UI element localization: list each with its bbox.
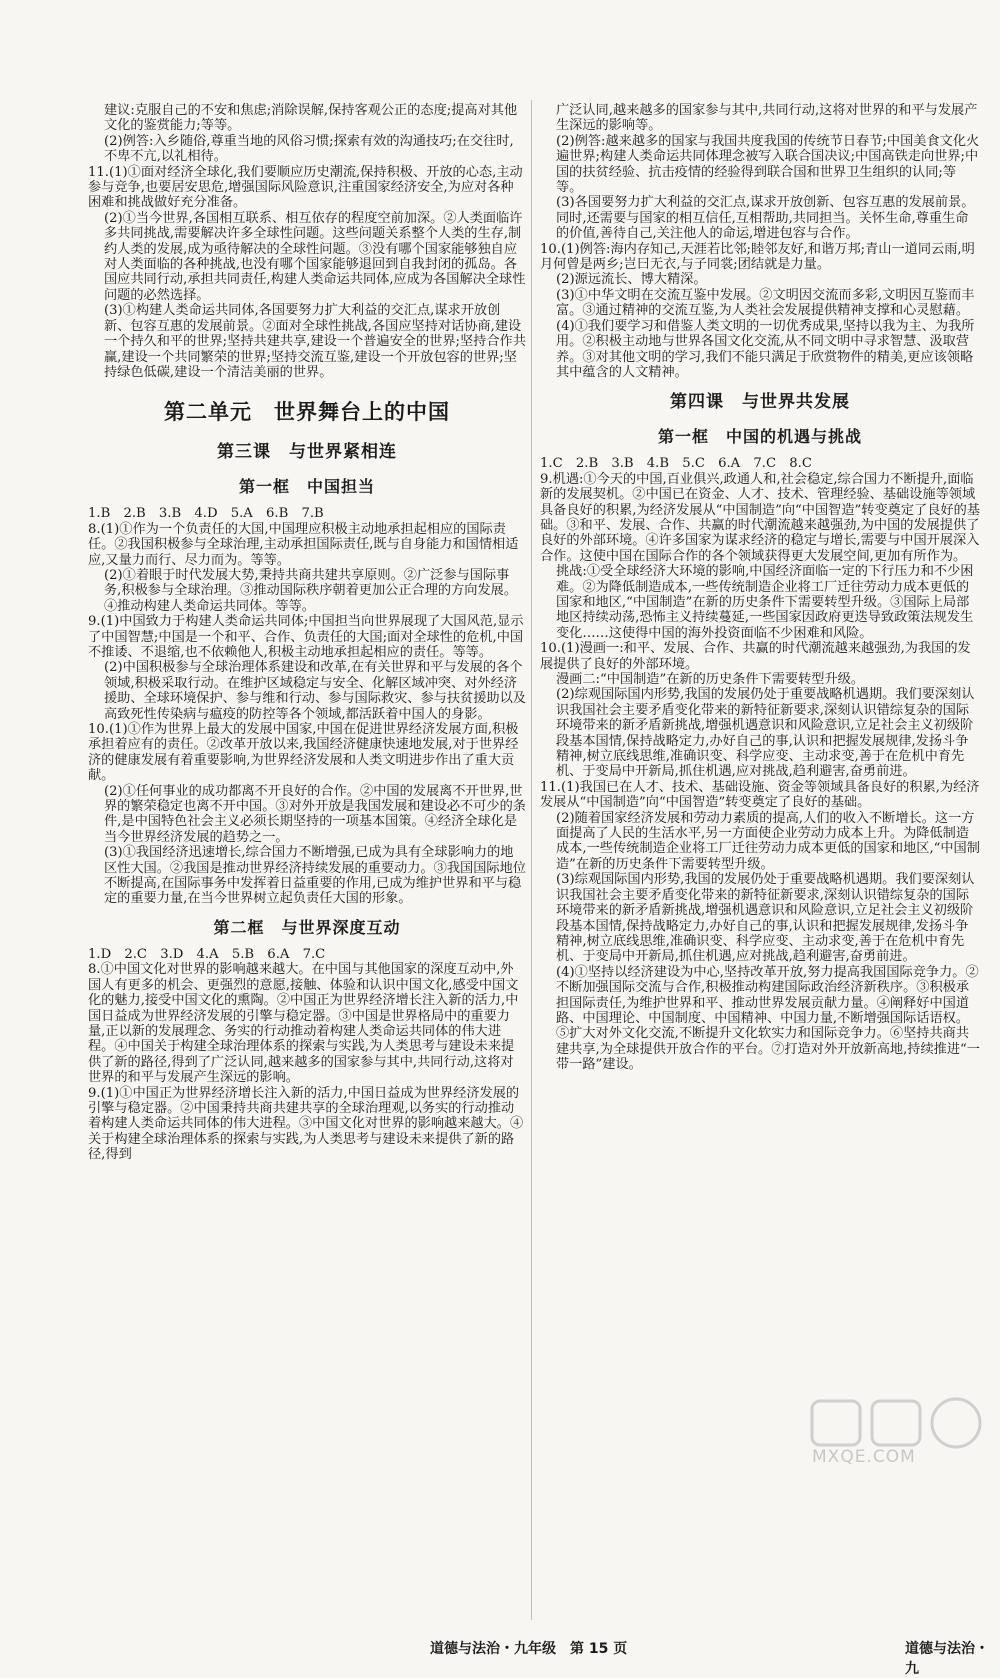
left-column xyxy=(88,103,526,1163)
page-footer-left: 道德与法治・九年级 第 15 页 xyxy=(430,1641,628,1657)
answer-paragraph: (2)①任何事业的成功都离不开良好的合作。②中国的发展离不开世界,世界的繁荣稳定也离不开中国。③对外开放是我国发展和建设必不可少的条件,是中国特色社会主义必须长期坚持的一项基本国策。④经济全球化是当今世界经济发展的趋势之一。 xyxy=(104,783,526,845)
answer-paragraph: 8.①中国文化对世界的影响越来越大。在中国与其他国家的深度互动中,外国人有更多的机会、更强烈的意愿,接触、体验和认识中国文化,感受中国文化的魅力,接受中国文化的熏陶。②中国正为世界经济增长注入新的活力,中国日益成为世界经济发展的引擎与稳定器。③中国是世界格局中的重要力量,正以新的发展理念、务实的行动推动着构建人类命运共同体的伟大进程。④中国关于构建全球治理体系的探索与实践,为人类思考与建设未来提供了新的路径,得到了广泛认同,越来越多的国家参与其中,共同行动,这将对世界的和平与发展产生深远的影响。 xyxy=(88,962,519,1086)
answer-paragraph: (2)中国积极参与全球治理体系建设和改革,在有关世界和平与发展的各个领域,积极采取行动。在维护区域稳定与安全、化解区域冲突、对外经济援助、全球环境保护、参与维和行动、参与国际救灾、参与扶贫援助以及高致死性传染病与瘟疫的防控等各个领域,都活跃着中国人的身影。 xyxy=(104,660,526,722)
answer-paragraph: 挑战:①受全球经济大环境的影响,中国经济面临一定的下行压力和不少困难。②为降低制造成本,一些传统制造企业将工厂迁往劳动力成本更低的国家和地区,“中国制造”在新的历史条件下需要转型升级。③国际上局部地区持续动荡,恐怖主义持续蔓延,一些国家因政府更迭导致政策法规发生变化……这使得中国的海外投资面临不少困难和风险。 xyxy=(556,564,974,641)
answer-paragraph: 9.(1)中国致力于构建人类命运共同体;中国担当向世界展现了大国风范,显示了中国智慧;中国是一个和平、合作、负责任的大国;面对全球性的危机,中国不推诿、不退缩,也不依赖他人,积极主动地承担起相应的责任。等等。 xyxy=(88,614,524,660)
right-intro-answers xyxy=(540,103,980,380)
page-footer-right: 道德与法治・九 xyxy=(905,1641,989,1677)
answer-paragraph: (2)①着眼于时代发展大势,秉持共商共建共享原则。②广泛参与国际事务,积极参与全球治理。③推动国际秩序朝着更加公正合理的方向发展。④推动构建人类命运共同体。等等。 xyxy=(104,567,518,614)
answer-paragraph: 9.(1)①中国正为世界经济增长注入新的活力,中国日益成为世界经济发展的引擎与稳定器。②中国秉持共商共建共享的全球治理观,以务实的行动推动着构建人类命运共同体的伟大进程。③中国文化对世界的影响越来越大。④关于构建全球治理体系的探索与实践,为人类思考与建设未来提供了新的路径,得到 xyxy=(88,1085,524,1163)
answer-paragraph: 广泛认同,越来越多的国家参与其中,共同行动,这将对世界的和平与发展产生深远的影响等。 xyxy=(556,103,978,134)
answer-paragraph: 漫画二:“中国制造”在新的历史条件下需要转型升级。 xyxy=(556,672,865,687)
answer-paragraph: 10.(1)例答:海内存知己,天涯若比邻;睦邻友好,和谐万邦;青山一道同云雨,明月何曾是两乡;岂曰无衣,与子同裳;团结就是力量。 xyxy=(540,241,975,273)
unit-title: 第二单元 世界舞台上的中国 xyxy=(164,400,450,425)
answer-paragraph: 9.机遇:①今天的中国,百业俱兴,政通人和,社会稳定,综合国力不断提升,面临新的发展契机。②中国已在资金、人才、技术、管理经验、基础设施等领域具备良好的积累,为经济发展从“中国制造”向“中国智造”转变奠定了良好的基础。③和平、发展、合作、共赢的时代潮流越来越强劲,为中国的发展提供了良好的外部环境。④许多国家为谋求经济的稳定与增长,需要与中国开展深入合作。这使中国在国际合作的各个领域获得更大发展空间,更加有所作为。 xyxy=(540,471,980,564)
watermark-url: MXQE.COM xyxy=(812,1447,916,1467)
answer-paragraph: 10.(1)①作为世界上最大的发展中国家,中国在促进世界经济发展方面,积极承担着应有的责任。②改革开放以来,我国经济健康快速地发展,对于世界经济的健康发展有着重要影响,为世界经济发展和人类文明进步作出了重大贡献。 xyxy=(88,722,519,784)
lesson4-frame1-choice-answers: 1.C 2.B 3.B 4.B 5.C 6.A 7.C 8.C xyxy=(540,456,812,472)
answer-paragraph: (2)①当今世界,各国相互联系、相互依存的程度空前加深。②人类面临许多共同挑战,需要解决许多全球性问题。这些问题关系整个人类的生存,制约人类的发展,成为亟待解决的全球性问题。③没有哪个国家能够独自应对人类面临的各种挑战,也没有哪个国家能够退回到自我封闭的孤岛。各国应共同行动,承担共同责任,构建人类命运共同体,应成为各国解决全球性问题的必然选择。 xyxy=(104,210,526,303)
answer-paragraph: (3)①构建人类命运共同体,各国要努力扩大利益的交汇点,谋求开放创新、包容互惠的发展前景。②面对全球性挑战,各国应坚持对话协商,建设一个持久和平的世界;坚持共建共享,建设一个普遍安全的世界;坚持合作共赢,建设一个共同繁荣的世界;坚持交流互鉴,建设一个开放包容的世界;坚持绿色低碳,建设一个清洁美丽的世界。 xyxy=(104,303,526,380)
right-column xyxy=(540,103,980,1073)
lesson3-title: 第三课 与世界紧相连 xyxy=(217,442,397,463)
lesson3-frame2-answers xyxy=(88,962,526,1162)
answer-paragraph: 10.(1)漫画一:和平、发展、合作、共赢的时代潮流越来越强劲,为我国的发展提供了良好的外部环境。 xyxy=(540,641,971,672)
answer-paragraph: (2)例答:越来越多的国家与我国共度我国的传统节日春节;中国美食文化火遍世界;构建人类命运共同体理念被写入联合国决议;中国高铁走向世界;中国的扶贫经验、抗击疫情的经验得到联合国和世界卫生组织的认同;等等。 xyxy=(556,133,980,196)
lesson3-frame2-choice-answers: 1.D 2.C 3.D 4.A 5.B 6.A 7.C xyxy=(88,946,326,962)
answer-paragraph: (4)①坚持以经济建设为中心,坚持改革开放,努力提高我国国际竞争力。②不断加强国际交流与合作,积极推动构建国际政治经济新秩序。③积极承担国际责任,为维护世界和平、推动世界发展贡献力量。④阐释好中国道路、中国理论、中国制度、中国精神、中国力量,不断增强国际话语权。⑤扩大对外文化交流,不断提升文化软实力和国际竞争力。⑥坚持共商共建共享,为全球提供开放合作的平台。⑦打造对外开放新高地,持续推进“一带一路”建设。 xyxy=(556,964,980,1073)
lesson4-title: 第四课 与世界共发展 xyxy=(670,392,850,413)
answer-paragraph: (2)综观国际国内形势,我国的发展仍处于重要战略机遇期。我们要深刻认识我国社会主要矛盾变化带来的新特征新要求,深刻认识错综复杂的国际环境带来的新矛盾新挑战,增强机遇意识和风险意识,立足社会主义初级阶段基本国情,保持战略定力,办好自己的事,认识和把握发展规律,发扬斗争精神,树立底线思维,准确识变、科学应变、主动求变,善于在危机中育先机、于变局中开新局,抓住机遇,应对挑战,趋利避害,奋勇前进。 xyxy=(556,687,975,780)
answer-paragraph: (4)①我们要学习和借鉴人类文明的一切优秀成果,坚持以我为主、为我所用。②积极主动地与世界各国文化交流,从不同文明中寻求智慧、汲取营养。③对其他文明的学习,我们不能只满足于欣赏物件的精美,更应该领略其中蕴含的人文精神。 xyxy=(556,318,975,380)
lesson3-frame1-answers xyxy=(88,522,526,907)
answer-paragraph: (3)综观国际国内形势,我国的发展仍处于重要战略机遇期。我们要深刻认识我国社会主要矛盾变化带来的新特征新要求,深刻认识错综复杂的国际环境带来的新矛盾新挑战,增强机遇意识和风险意识,立足社会主义初级阶段基本国情,保持战略定力,办好自己的事,认识和把握发展规律,发扬斗争精神,树立底线思维,准确识变、科学应变、主动求变,善于在危机中育先机、于变局中开新局,抓住机遇,应对挑战,趋利避害,奋勇前进。 xyxy=(556,872,975,965)
answer-paragraph: (3)①中华文明在交流互鉴中发展。②文明因交流而多彩,文明因互鉴而丰富。③通过精神的交流互鉴,为人类社会发展提供精神支撑和心灵慰藉。 xyxy=(556,287,975,319)
answer-paragraph: 8.(1)①作为一个负责任的大国,中国理应积极主动地承担起相应的国际责任。②我国积极参与全球治理,主动承担国际责任,既与自身能力和国情相适应,又量力而行、尽力而为。等等。 xyxy=(88,521,519,568)
column-divider xyxy=(531,100,532,1620)
lesson3-frame1-choice-answers: 1.B 2.B 3.B 4.D 5.A 6.B 7.B xyxy=(88,506,324,522)
answer-paragraph: (3)①我国经济迅速增长,综合国力不断增强,已成为具有全球影响力的地区性大国。②我国是推动世界经济持续发展的重要动力。③我国国际地位不断提高,在国际事务中发挥着日益重要的作用,已成为维护世界和平与稳定的重要力量,在当今世界树立起负责任大国的形象。 xyxy=(104,845,526,907)
lesson4-frame1-answers xyxy=(540,472,980,1073)
answer-paragraph: (2)随着国家经济发展和劳动力素质的提高,人们的收入不断增长。这一方面提高了人民的生活水平,另一方面使企业劳动力成本上升。为降低制造成本,一些传统制造企业将工厂迁往劳动力成本更低的国家和地区,“中国制造”在新的历史条件下需要转型升级。 xyxy=(556,810,980,872)
left-intro-answers xyxy=(88,103,526,380)
answer-paragraph: (2)例答:入乡随俗,尊重当地的风俗习惯;探索有效的沟通技巧;在交往时,不卑不亢,以礼相待。 xyxy=(104,133,514,165)
answer-paragraph: (3)各国要努力扩大利益的交汇点,谋求开放创新、包容互惠的发展前景。同时,还需要与国家的相互信任,互相帮助,共同担当。关怀生命,尊重生命的价值,善待自己,关注他人的命运,增进包容与合作。 xyxy=(556,195,975,242)
lesson4-frame1-title: 第一框 中国的机遇与挑战 xyxy=(657,427,862,447)
lesson3-frame2-title: 第二框 与世界深度互动 xyxy=(213,917,401,937)
answer-paragraph: (2)源远流长、博大精深。 xyxy=(556,272,707,288)
lesson3-frame1-title: 第一框 中国担当 xyxy=(238,477,375,497)
answer-paragraph: 建议:克服自己的不安和焦虑;消除误解,保持客观公正的态度;提高对其他文化的鉴赏能力;等等。 xyxy=(104,103,518,134)
answer-paragraph: 11.(1)①面对经济全球化,我们要顺应历史潮流,保持积极、开放的心态,主动参与竞争,也要居安思危,增强国际风险意识,注重国家经济安全,为应对各种困难和挑战做好充分准备。 xyxy=(88,164,523,211)
answer-paragraph: 11.(1)我国已在人才、技术、基础设施、资金等领域具备良好的积累,为经济发展从“中国制造”向“中国智造”转变奠定了良好的基础。 xyxy=(540,779,980,811)
